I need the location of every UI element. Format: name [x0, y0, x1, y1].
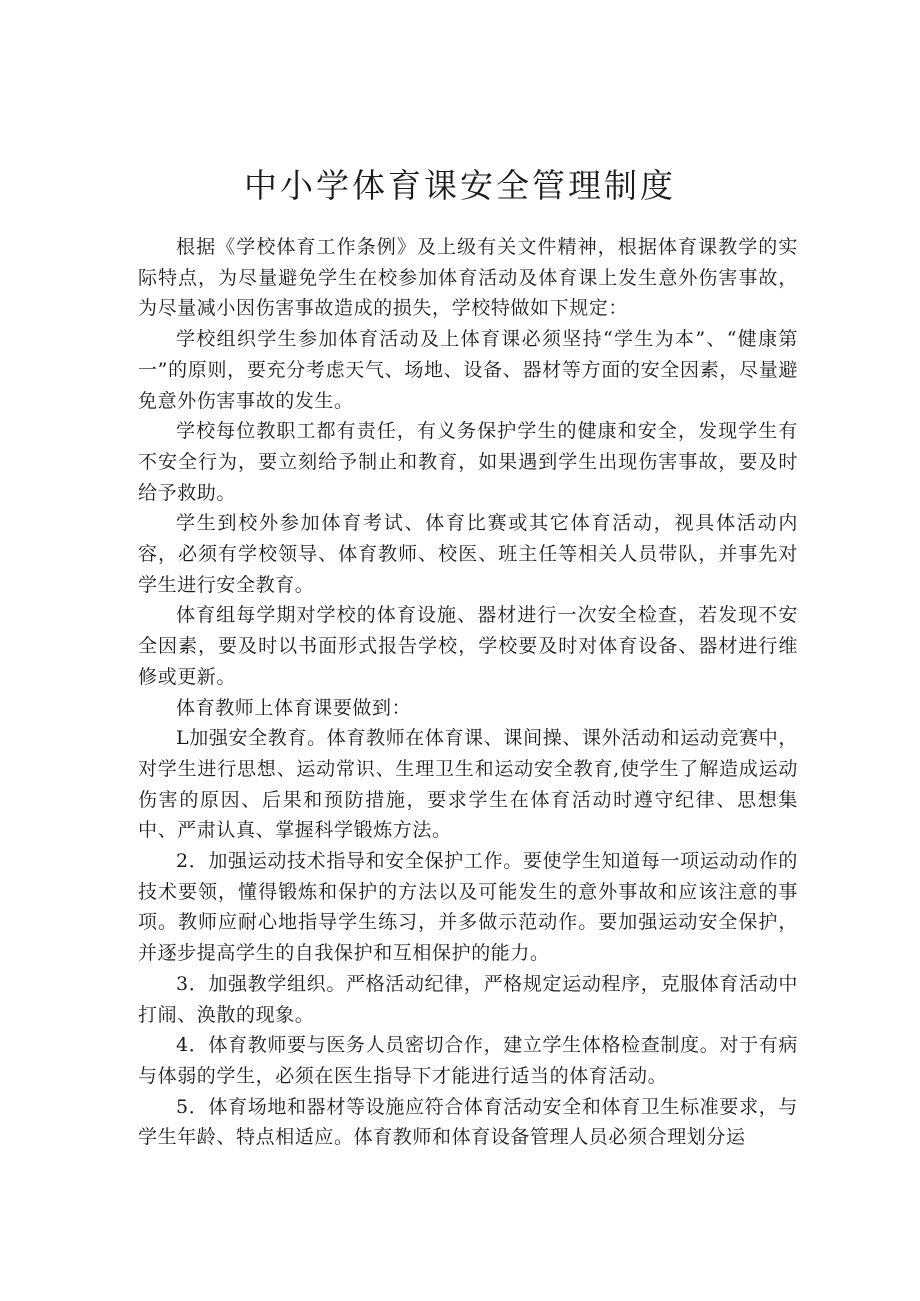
paragraph-item-3: 3．加强教学组织。严格活动纪律，严格规定运动程序，克服体育活动中打闹、涣散的现象。: [138, 972, 798, 1026]
paragraph-teacher-requirements: 体育教师上体育课要做到：: [176, 696, 412, 719]
paragraph-intro: 根据《学校体育工作条例》及上级有关文件精神，根据体育课教学的实际特点，为尽量避免学生在校参加体育活动及体育课上发生意外伤害事故，为尽量减小因伤害事故造成的损失，学校特做如下规定：: [138, 236, 798, 320]
paragraph-item-5: 5．体育场地和器材等设施应符合体育活动安全和体育卫生标准要求，与学生年龄、特点相适应。体育教师和体育设备管理人员必须合理划分运: [138, 1095, 798, 1149]
paragraph-item-1: L加强安全教育。体育教师在体育课、课间操、课外活动和运动竞赛中，对学生进行思想、运动常识、生理卫生和运动安全教育,使学生了解造成运动伤害的原因、后果和预防措施，要求学生在体育活动时遵守纪律、思想集中、严肃认真、掌握科学锻炼方法。: [138, 727, 798, 842]
document-body: [138, 232, 798, 1153]
paragraph-principle: 学校组织学生参加体育活动及上体育课必须坚持“学生为本”、“健康第一”的原则，要充分考虑天气、场地、设备、器材等方面的安全因素，尽量避免意外伤害事故的发生。: [138, 328, 798, 412]
paragraph-staff-duty: 学校每位教职工都有责任，有义务保护学生的健康和安全，发现学生有不安全行为，要立刻给予制止和教育，如果遇到学生出现伤害事故，要及时给予救助。: [138, 420, 798, 504]
paragraph-offsite-activities: 学生到校外参加体育考试、体育比赛或其它体育活动，视具体活动内容，必须有学校领导、体育教师、校医、班主任等相关人员带队，并事先对学生进行安全教育。: [138, 512, 798, 596]
paragraph-equipment-check: 体育组每学期对学校的体育设施、器材进行一次安全检查，若发现不安全因素，要及时以书面形式报告学校，学校要及时对体育设备、器材进行维修或更新。: [138, 604, 798, 688]
document-title: 中小学体育课安全管理制度: [244, 166, 676, 205]
paragraph-item-4: 4．体育教师要与医务人员密切合作，建立学生体格检查制度。对于有病与体弱的学生，必须在医生指导下才能进行适当的体育活动。: [138, 1034, 798, 1087]
paragraph-item-2: 2．加强运动技术指导和安全保护工作。要使学生知道每一项运动动作的技术要领，懂得锻炼和保护的方法以及可能发生的意外事故和应该注意的事项。教师应耐心地指导学生练习，并多做示范动作。要加强运动安全保护，并逐步提高学生的自我保护和互相保护的能力。: [138, 850, 798, 965]
